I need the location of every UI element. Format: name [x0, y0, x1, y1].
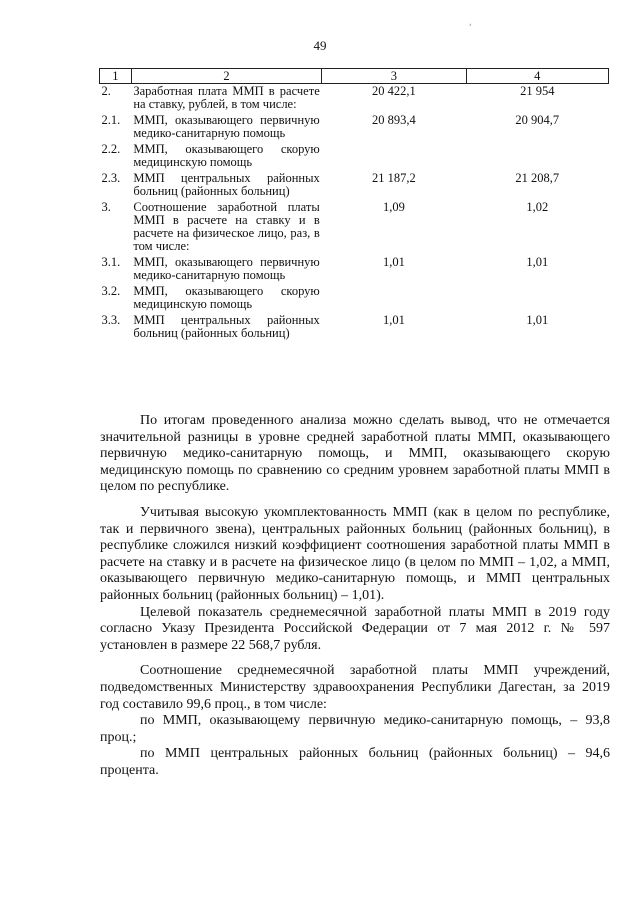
row-value-col3: 21 187,2 — [372, 171, 416, 185]
row-number: 3.3. — [101, 313, 121, 327]
row-value-col3: 1,01 — [382, 313, 405, 327]
row-value-col4: 21 208,7 — [515, 171, 560, 185]
row-value-col4: 21 954 — [520, 84, 555, 98]
row-number: 2. — [101, 84, 111, 98]
row-indicator: ММП, оказывающего первичную медико-санитарную помощь — [133, 113, 320, 140]
paragraph-analysis-conclusion: По итогам проведенного анализа можно сделать вывод, что не отмечается значительной разницы в уровне средней заработной платы ММП, оказывающего первичную медико-санитарную помощь, и ММП, оказывающего скорую медицинскую помощь по сравнению со средним уровнем заработной платы ММП в целом по республике. — [100, 413, 610, 495]
row-indicator: Заработная плата ММП в расчете на ставку, рублей, в том числе: — [133, 84, 320, 111]
paragraph-target-indicator: Целевой показатель среднемесячной заработной платы ММП в 2019 году согласно Указу Президента Российской Федерации от 7 мая 2012 г. № 597 установлен в размере 22 568,7 рубля. — [100, 604, 610, 653]
row-number: 3.2. — [101, 284, 121, 298]
scan-mark: ¸ — [468, 15, 475, 27]
table-header-cell: 4 — [466, 69, 608, 84]
table-header-cell: 2 — [131, 69, 321, 84]
row-number: 2.3. — [101, 171, 121, 185]
row-value-col4: 20 904,7 — [515, 113, 560, 127]
row-indicator: ММП, оказывающего первичную медико-санитарную помощь — [133, 255, 320, 282]
row-value-col4 — [466, 284, 608, 313]
table-row — [100, 284, 609, 313]
row-value-col3 — [322, 284, 466, 313]
table-row — [100, 113, 609, 142]
row-number: 3.1. — [101, 255, 121, 269]
row-value-col3 — [322, 142, 466, 171]
page-number: 49 — [313, 38, 327, 53]
row-number: 3. — [101, 200, 111, 214]
table-row — [100, 255, 609, 284]
paragraph-staffing: Учитывая высокую укомплектованность ММП (как в целом по республике, так и первичного звена), центральных районных больниц (районных больниц), в республике сложился низкий коэффициент соотношения заработной платы ММП в расчете на ставку и в расчете на физическое лицо (в целом по ММП – 1,02, а ММП, оказывающего первичную медико-санитарную помощь, и ММП центральных районных больниц (районных больниц) – 1,01). — [100, 504, 610, 603]
body-text — [100, 413, 610, 779]
row-indicator: ММП, оказывающего скорую медицинскую помощь — [133, 284, 320, 311]
table-row — [100, 142, 609, 171]
table-row — [100, 84, 609, 114]
table-header-cell: 1 — [100, 69, 132, 84]
row-value-col4 — [466, 142, 608, 171]
list-item-primary-care: по ММП, оказывающему первичную медико-санитарную помощь, – 93,8 проц.; — [100, 713, 610, 745]
row-value-col3: 20 422,1 — [372, 84, 416, 98]
row-value-col4: 1,01 — [526, 255, 549, 269]
row-value-col3: 1,09 — [382, 200, 405, 214]
data-table — [99, 68, 609, 342]
row-indicator: ММП, оказывающего скорую медицинскую помощь — [133, 142, 320, 169]
table-row — [100, 200, 609, 255]
row-value-col4: 1,02 — [526, 200, 549, 214]
row-number: 2.1. — [101, 113, 121, 127]
table-row — [100, 171, 609, 200]
row-value-col3: 1,01 — [382, 255, 405, 269]
table-header-cell: 3 — [322, 69, 466, 84]
row-indicator: ММП центральных районных больниц (районных больниц) — [133, 171, 320, 198]
row-value-col4: 1,01 — [526, 313, 549, 327]
table-row — [100, 313, 609, 342]
row-indicator: Соотношение заработной платы ММП в расчете на ставку и в расчете на физическое лицо, раз, в том числе: — [133, 200, 320, 253]
row-value-col3: 20 893,4 — [372, 113, 416, 127]
list-item-district-hospitals: по ММП центральных районных больниц (районных больниц) – 94,6 процента. — [100, 746, 610, 778]
paragraph-salary-ratio: Соотношение среднемесячной заработной платы ММП учреждений, подведомственных Министерству здравоохранения Республики Дагестан, за 2019 год составило 99,6 проц., в том числе: — [100, 663, 610, 712]
table-header-row — [100, 69, 609, 84]
row-indicator: ММП центральных районных больниц (районных больниц) — [133, 313, 320, 340]
row-number: 2.2. — [101, 142, 121, 156]
